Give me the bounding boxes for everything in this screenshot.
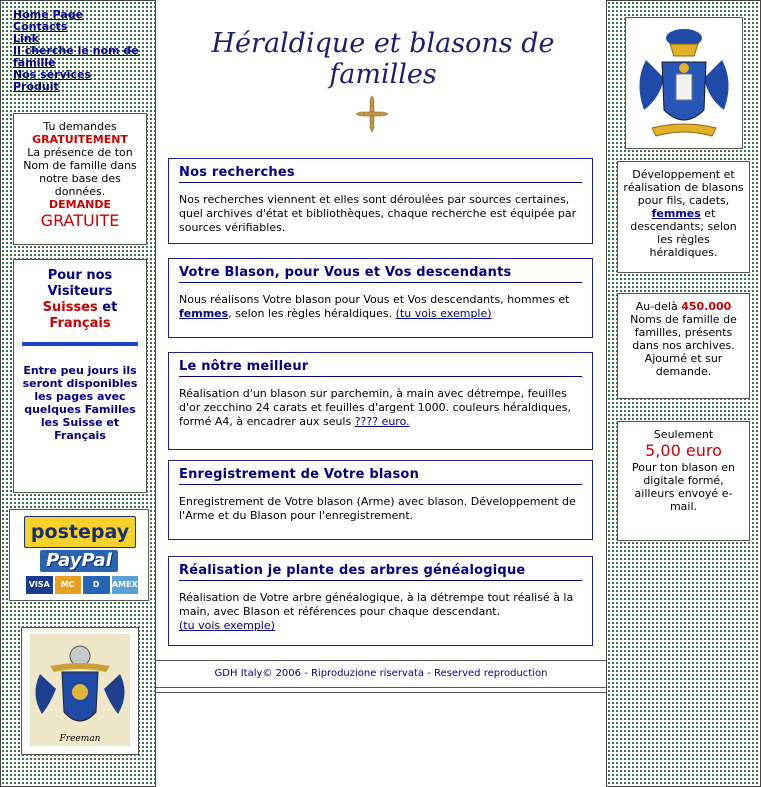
development-box [617, 161, 750, 273]
nav-link-product[interactable]: Produit [13, 80, 59, 93]
section-title: Le nôtre meilleur [179, 359, 582, 377]
free-request-line1: Tu demandes [43, 120, 117, 133]
nav-link-contacts[interactable]: Contacts [13, 20, 68, 33]
free-request-text: La présence de ton Nom de famille dans notre base des données. [23, 146, 137, 198]
section-tree [168, 556, 593, 646]
example-link[interactable]: (tu vois exemple) [395, 307, 492, 320]
archive-count-box [617, 293, 750, 399]
development-text-after: et descendants; selon les règles héraldiques. [630, 207, 737, 259]
free-request-demande: DEMANDE [49, 198, 111, 211]
section-text: Nous réalisons Votre blason pour Vous et Vos descendants, hommes et [179, 293, 570, 306]
nav-link-search-name[interactable]: Il cherche le nom de famille [13, 44, 139, 69]
card-logos [26, 576, 138, 594]
free-request-highlight: GRATUITEMENT [32, 133, 128, 146]
freeman-crest-box [21, 627, 139, 755]
price-link[interactable]: ???? euro. [354, 415, 410, 428]
section-registration [168, 460, 593, 540]
blue-divider [22, 342, 138, 346]
left-sidebar [0, 0, 156, 787]
footer: GDH Italy© 2006 - Riproduzione riservata - Reserved reproduction [156, 660, 606, 688]
section-title: Enregistrement de Votre blason [179, 467, 582, 485]
section-text: Réalisation d'un blason sur parchemin, à main avec détrempe, feuilles d'or zecchino 24 carats et feuilles d'argent 1000. couleurs héraldiques, formé A4, à encadrer aux seuls [179, 387, 571, 428]
price-amount: 5,00 euro [645, 441, 722, 460]
visitors-body: Entre peu jours ils seront disponibles les pages avec quelques Familles les Suisse et Français [22, 364, 138, 442]
main-content [156, 0, 606, 787]
price-label: Seulement [653, 428, 714, 441]
nav-link-services[interactable]: Nos services [13, 68, 92, 81]
payment-logos [9, 509, 149, 601]
price-text: Pour ton blason en digitale formé, ailleurs envoyé e-mail. [632, 461, 735, 513]
archive-number: 450.000 [681, 300, 732, 313]
swiss-french-box [13, 259, 147, 493]
price-box [617, 421, 750, 541]
section-title: Réalisation je plante des arbres généalogique [179, 563, 582, 581]
amex-icon: AMEX [112, 576, 139, 594]
section-title: Votre Blason, pour Vous et Vos descendants [179, 265, 582, 283]
postepay-logo: postepay [24, 516, 136, 548]
women-link-right[interactable]: femmes [651, 207, 701, 220]
section-title: Nos recherches [179, 165, 582, 183]
visitors-suisses: Suisses [42, 300, 98, 315]
development-text: Développement et réalisation de blasons pour fils, cadets, [623, 168, 744, 207]
free-request-gratuite: GRATUITE [40, 211, 120, 230]
main-nav [13, 9, 151, 93]
example-link[interactable]: (tu vois exemple) [179, 619, 275, 632]
visitors-et: et [102, 300, 118, 315]
mastercard-icon: MC [55, 576, 82, 594]
section-research [168, 158, 593, 244]
section-text: Nos recherches viennent et elles sont déroulées par sources certaines, quel archives d'état et bibliothèques, chaque recherche est équipée par sources vérifiables. [179, 193, 577, 234]
nav-link-link[interactable]: Link [13, 32, 39, 45]
nav-link-home[interactable]: Home Page [13, 8, 84, 21]
section-best [168, 352, 593, 450]
fleur-cross-icon [354, 94, 390, 134]
visa-icon: VISA [26, 576, 53, 594]
archive-text: Noms de famille de familles, présents dans nos archives. Ajourné et sur demande. [630, 313, 737, 378]
crest-icon [30, 634, 130, 746]
section-text: Réalisation de Votre arbre généalogique, à la détrempe tout réalisé à la main, avec Blason et références pour chaque descendant. [179, 591, 574, 618]
coat-of-arms-icon [632, 24, 736, 142]
free-request-box [13, 113, 147, 245]
paypal-logo: PayPal [40, 550, 118, 572]
footer-divider [156, 692, 606, 693]
diners-icon: D [83, 576, 110, 594]
section-blason [168, 258, 593, 338]
visitors-heading: Pour nos Visiteurs [47, 268, 113, 299]
visitors-francais: Français [49, 316, 111, 331]
freeman-crest-image [30, 634, 130, 746]
page-title: Héraldique et blasons de familles [211, 28, 555, 90]
archive-prefix: Au-delà [635, 300, 678, 313]
right-sidebar [606, 0, 761, 787]
section-text: Enregistrement de Votre blason (Arme) avec blason. Développement de l'Arme et du Blason pour l'enregistrement. [179, 495, 576, 522]
crest-caption: Freeman [59, 734, 101, 744]
women-link[interactable]: femmes [179, 307, 229, 320]
section-text-after: , selon les règles héraldiques. [228, 307, 393, 320]
coat-of-arms-box [625, 17, 743, 149]
